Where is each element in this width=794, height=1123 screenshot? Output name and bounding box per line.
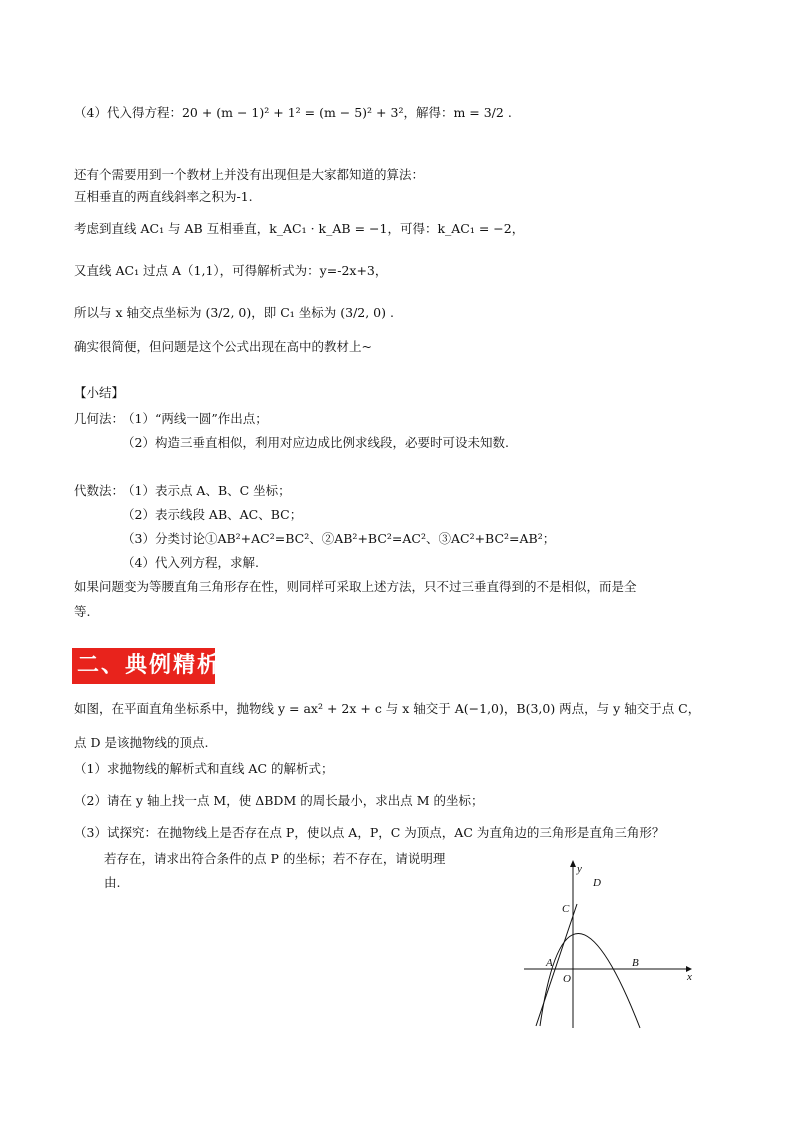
question-3-line-1: （3）试探究：在抛物线上是否存在点 P，使以点 A，P，C 为顶点，AC 为直角边的三角形是直角三角形？: [74, 825, 665, 840]
algebra-step-2: （2）表示线段 AB、AC、BC；: [122, 507, 303, 522]
origin-label: O: [563, 973, 571, 985]
geometry-step-2: （2）构造三垂直相似，利用对应边成比例求线段，必要时可设未知数.: [122, 435, 509, 450]
line-ac: [536, 904, 577, 1026]
section-heading: 二、典例精析: [77, 653, 222, 678]
geometry-method-label: 几何法：: [74, 411, 125, 426]
summary-extra-line-2: 等.: [74, 604, 91, 619]
note-rule: 互相垂直的两直线斜率之积为-1.: [74, 189, 253, 204]
note-line: 又直线 AC₁ 过点 A（1,1），可得解析式为：y=-2x+3，: [74, 263, 388, 278]
parabola-curve: [540, 933, 640, 1028]
algebra-method-label: 代数法：: [74, 483, 125, 498]
summary-extra-line-1: 如果问题变为等腰直角三角形存在性，则同样可采取上述方法，只不过三垂直得到的不是相似，而是全: [74, 579, 637, 594]
point-d-label: D: [593, 877, 601, 889]
y-axis-arrow: [570, 860, 576, 867]
question-3-line-3: 由.: [104, 875, 121, 890]
problem-stem-line-1: 如图，在平面直角坐标系中，抛物线 y = ax² + 2x + c 与 x 轴交于 A(−1,0)，B(3,0) 两点，与 y 轴交于点 C，: [74, 701, 701, 716]
x-axis-label: x: [687, 971, 692, 983]
question-2: （2）请在 y 轴上找一点 M，使 ΔBDM 的周长最小，求出点 M 的坐标；: [74, 793, 484, 808]
point-a-label: A: [546, 957, 553, 969]
solution-step-4: （4）代入得方程：20 + (m − 1)² + 1² = (m − 5)² + 3²，解得：m = 3/2 .: [74, 105, 512, 120]
point-c-label: C: [562, 903, 570, 915]
summary-title: 【小结】: [74, 385, 125, 400]
algebra-step-3: （3）分类讨论①AB²+AC²=BC²、②AB²+BC²=AC²、③AC²+BC²=AB²；: [122, 531, 556, 546]
note-point: 所以与 x 轴交点坐标为 (3/2, 0)，即 C₁ 坐标为 (3/2, 0) .: [74, 305, 394, 320]
geometry-step-1: （1）“两线一圆”作出点；: [122, 411, 268, 426]
note-end: 确实很简便，但问题是这个公式出现在高中的教材上~: [74, 339, 372, 354]
problem-stem-line-2: 点 D 是该抛物线的顶点.: [74, 735, 209, 750]
point-b-label: B: [632, 957, 639, 969]
note-intro: 还有个需要用到一个教材上并没有出现但是大家都知道的算法：: [74, 167, 425, 182]
algebra-step-1: （1）表示点 A、B、C 坐标；: [122, 483, 291, 498]
note-slope: 考虑到直线 AC₁ 与 AB 互相垂直，k_AC₁ · k_AB = −1，可得：k_AC₁ = −2，: [74, 221, 525, 236]
parabola-figure: [520, 858, 692, 1030]
question-1: （1）求抛物线的解析式和直线 AC 的解析式；: [74, 761, 334, 776]
y-axis-label: y: [577, 863, 582, 875]
question-3-line-2: 若存在，请求出符合条件的点 P 的坐标；若不存在，请说明理: [104, 851, 446, 866]
algebra-step-4: （4）代入列方程，求解.: [122, 555, 259, 570]
